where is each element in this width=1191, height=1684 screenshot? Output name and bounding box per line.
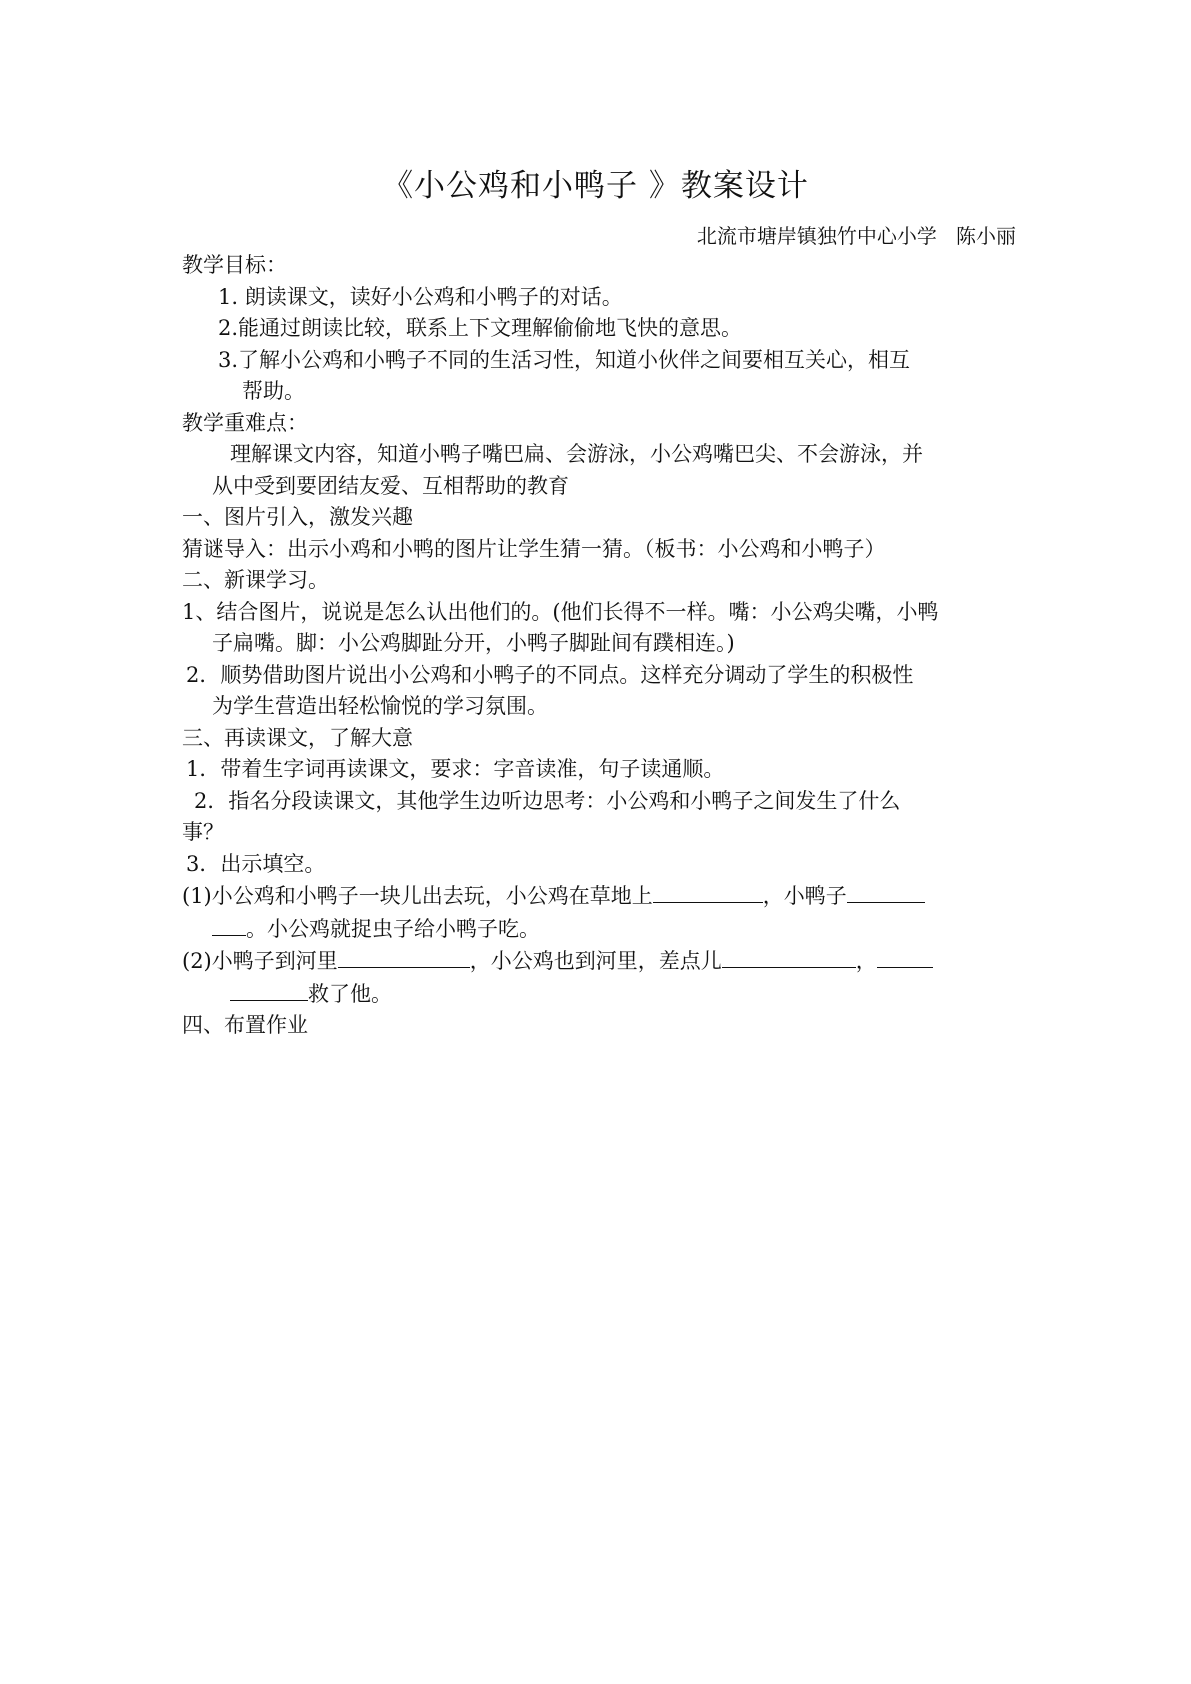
fill-blank-2	[182, 945, 1016, 978]
fill-2-blank-b	[722, 945, 856, 968]
step-2-1-cont: 子扁嘴。脚：小公鸡脚趾分开，小鸭子脚趾间有蹼相连。)	[212, 631, 735, 655]
step-2-1: 1、结合图片，说说是怎么认出他们的。(他们长得不一样。嘴：小公鸡尖嘴，小鸭	[182, 599, 939, 624]
heading-objectives: 教学目标：	[182, 253, 287, 277]
step-3-1: 1．带着生字词再读课文，要求：字音读准，句子读通顺。	[186, 757, 725, 781]
step-2-2-cont: 为学生营造出轻松愉悦的学习氛围。	[212, 694, 548, 718]
section-2-heading: 二、新课学习。	[182, 568, 329, 592]
fill-1-blank-b	[847, 880, 925, 903]
objective-1: 1. 朗读课文，读好小公鸡和小鸭子的对话。	[218, 284, 623, 309]
fill-2-text-c: ，	[855, 949, 877, 973]
document-title: 《小公鸡和小鸭子 》教案设计	[382, 168, 809, 204]
document-body	[182, 250, 1016, 1042]
key-points-text-cont: 从中受到要团结友爱、互相帮助的教育	[212, 473, 569, 498]
riddle-intro: 猜谜导入：出示小鸡和小鸭的图片让学生猜一猜。（板书：小公鸡和小鸭子）	[182, 536, 886, 561]
author-line: 北流市塘岸镇独竹中心小学 陈小丽	[696, 224, 1016, 248]
fill-1-text-b: ，小鸭子	[762, 884, 847, 908]
fill-1-text-a: (1)小公鸡和小鸭子一块儿出去玩，小公鸡在草地上	[182, 884, 653, 908]
fill-2-text-a: (2)小鸭子到河里	[182, 949, 338, 973]
step-3-2: 2．指名分段读课文，其他学生边听边思考：小公鸡和小鸭子之间发生了什么	[194, 788, 901, 813]
fill-1-blank-b-cont	[212, 913, 246, 936]
heading-key-points: 教学重难点：	[182, 410, 308, 435]
objective-3: 3.了解小公鸡和小鸭子不同的生活习性，知道小伙伴之间要相互关心，相互	[218, 347, 911, 372]
fill-2-blank-c	[877, 945, 933, 968]
fill-blank-1	[182, 880, 1016, 913]
fill-blank-1-cont	[182, 913, 1016, 946]
fill-2-text-b: ，小公鸡也到河里，差点儿	[469, 949, 722, 973]
section-4-heading: 四、布置作业	[182, 1013, 308, 1037]
fill-2-blank-c-cont	[230, 978, 308, 1001]
step-3-2-cont: 事？	[182, 820, 224, 844]
fill-1-text-c: 。小公鸡就捉虫子给小鸭子吃。	[246, 916, 540, 941]
key-points-text: 理解课文内容，知道小鸭子嘴巴扁、会游泳，小公鸡嘴巴尖、不会游泳，并	[230, 442, 923, 466]
fill-2-blank-a	[338, 945, 470, 968]
fill-blank-2-cont	[182, 978, 1016, 1011]
objective-2: 2.能通过朗读比较，联系上下文理解偷偷地飞快的意思。	[218, 316, 743, 340]
section-3-heading: 三、再读课文，了解大意	[182, 725, 413, 750]
fill-2-text-d: 救了他。	[308, 981, 392, 1006]
section-1-heading: 一、图片引入，激发兴趣	[182, 505, 413, 529]
fill-1-blank-a	[653, 880, 763, 903]
step-2-2: 2．顺势借助图片说出小公鸡和小鸭子的不同点。这样充分调动了学生的积极性	[186, 662, 914, 687]
step-3-3: 3．出示填空。	[186, 851, 326, 876]
objective-3-cont: 帮助。	[242, 379, 305, 403]
